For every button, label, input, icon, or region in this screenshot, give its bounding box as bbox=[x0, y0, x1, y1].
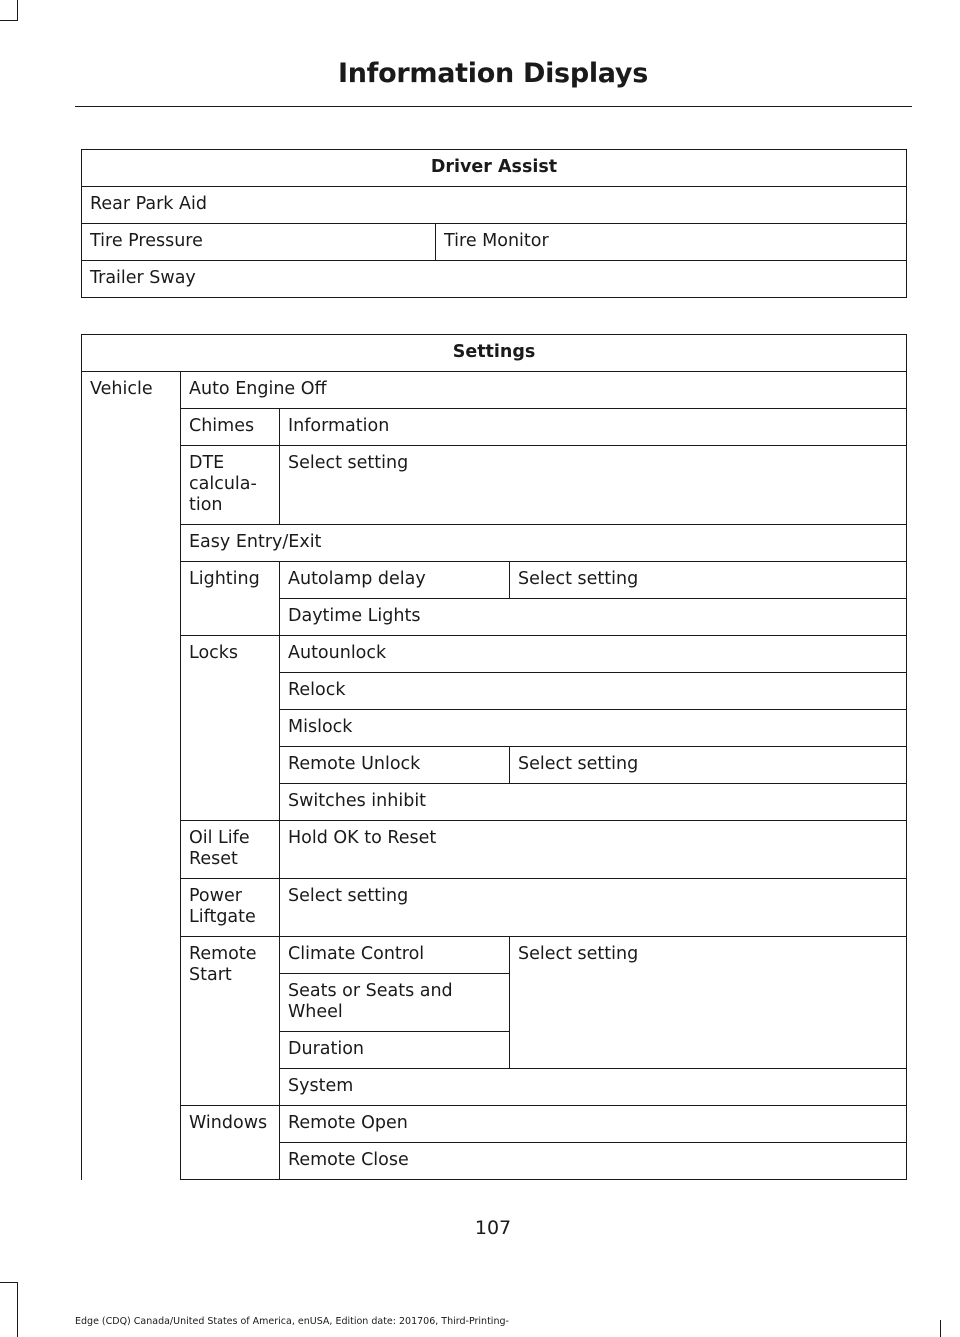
tire-monitor-cell: Tire Monitor bbox=[436, 224, 907, 261]
crop-mark bbox=[940, 1320, 941, 1337]
header-rule bbox=[75, 106, 912, 107]
relock-cell: Relock bbox=[280, 673, 907, 710]
information-cell: Information bbox=[280, 409, 907, 446]
seats-or-seats-and-wheel-cell: Seats or Seats and Wheel bbox=[280, 974, 510, 1032]
remote-unlock-cell: Remote Unlock bbox=[280, 747, 510, 784]
hold-ok-to-reset-cell: Hold OK to Reset bbox=[280, 821, 907, 879]
locks-cell: Locks bbox=[181, 636, 280, 821]
crop-mark bbox=[0, 1282, 18, 1283]
switches-inhibit-cell: Switches inhibit bbox=[280, 784, 907, 821]
easy-entry-exit-cell: Easy Entry/Exit bbox=[181, 525, 907, 562]
remote-close-cell: Remote Close bbox=[280, 1143, 907, 1180]
crop-mark bbox=[0, 20, 18, 21]
duration-cell: Duration bbox=[280, 1032, 510, 1069]
footer-edition-text: Edge (CDQ) Canada/United States of America, enUSA, Edition date: 201706, Third-Printing- bbox=[75, 1316, 509, 1327]
tire-pressure-cell: Tire Pressure bbox=[82, 224, 436, 261]
autolamp-delay-cell: Autolamp delay bbox=[280, 562, 510, 599]
settings-title: Settings bbox=[82, 335, 907, 372]
climate-control-cell: Climate Control bbox=[280, 937, 510, 974]
remote-unlock-select-setting-cell: Select setting bbox=[510, 747, 907, 784]
windows-cell: Windows bbox=[181, 1106, 280, 1180]
system-cell: System bbox=[280, 1069, 907, 1106]
crop-mark bbox=[17, 0, 18, 20]
rear-park-aid-cell: Rear Park Aid bbox=[82, 187, 907, 224]
lighting-cell: Lighting bbox=[181, 562, 280, 636]
page-title: Information Displays bbox=[338, 58, 648, 89]
chimes-cell: Chimes bbox=[181, 409, 280, 446]
daytime-lights-cell: Daytime Lights bbox=[280, 599, 907, 636]
power-liftgate-select-setting-cell: Select setting bbox=[280, 879, 907, 937]
remote-start-cell: Remote Start bbox=[181, 937, 280, 1106]
mislock-cell: Mislock bbox=[280, 710, 907, 747]
autounlock-cell: Autounlock bbox=[280, 636, 907, 673]
oil-life-reset-cell: Oil Life Reset bbox=[181, 821, 280, 879]
vehicle-cell: Vehicle bbox=[82, 372, 181, 1180]
dte-select-setting-cell: Select setting bbox=[280, 446, 907, 525]
remote-start-select-setting-cell: Select setting bbox=[510, 937, 907, 1069]
trailer-sway-cell: Trailer Sway bbox=[82, 261, 907, 298]
settings-table bbox=[81, 334, 907, 1180]
dte-calculation-cell: DTE calcula- tion bbox=[181, 446, 280, 525]
auto-engine-off-cell: Auto Engine Off bbox=[181, 372, 907, 409]
autolamp-select-setting-cell: Select setting bbox=[510, 562, 907, 599]
driver-assist-table bbox=[81, 149, 907, 298]
page-number: 107 bbox=[474, 1217, 512, 1239]
driver-assist-title: Driver Assist bbox=[82, 150, 907, 187]
crop-mark bbox=[17, 1282, 18, 1337]
remote-open-cell: Remote Open bbox=[280, 1106, 907, 1143]
power-liftgate-cell: Power Liftgate bbox=[181, 879, 280, 937]
